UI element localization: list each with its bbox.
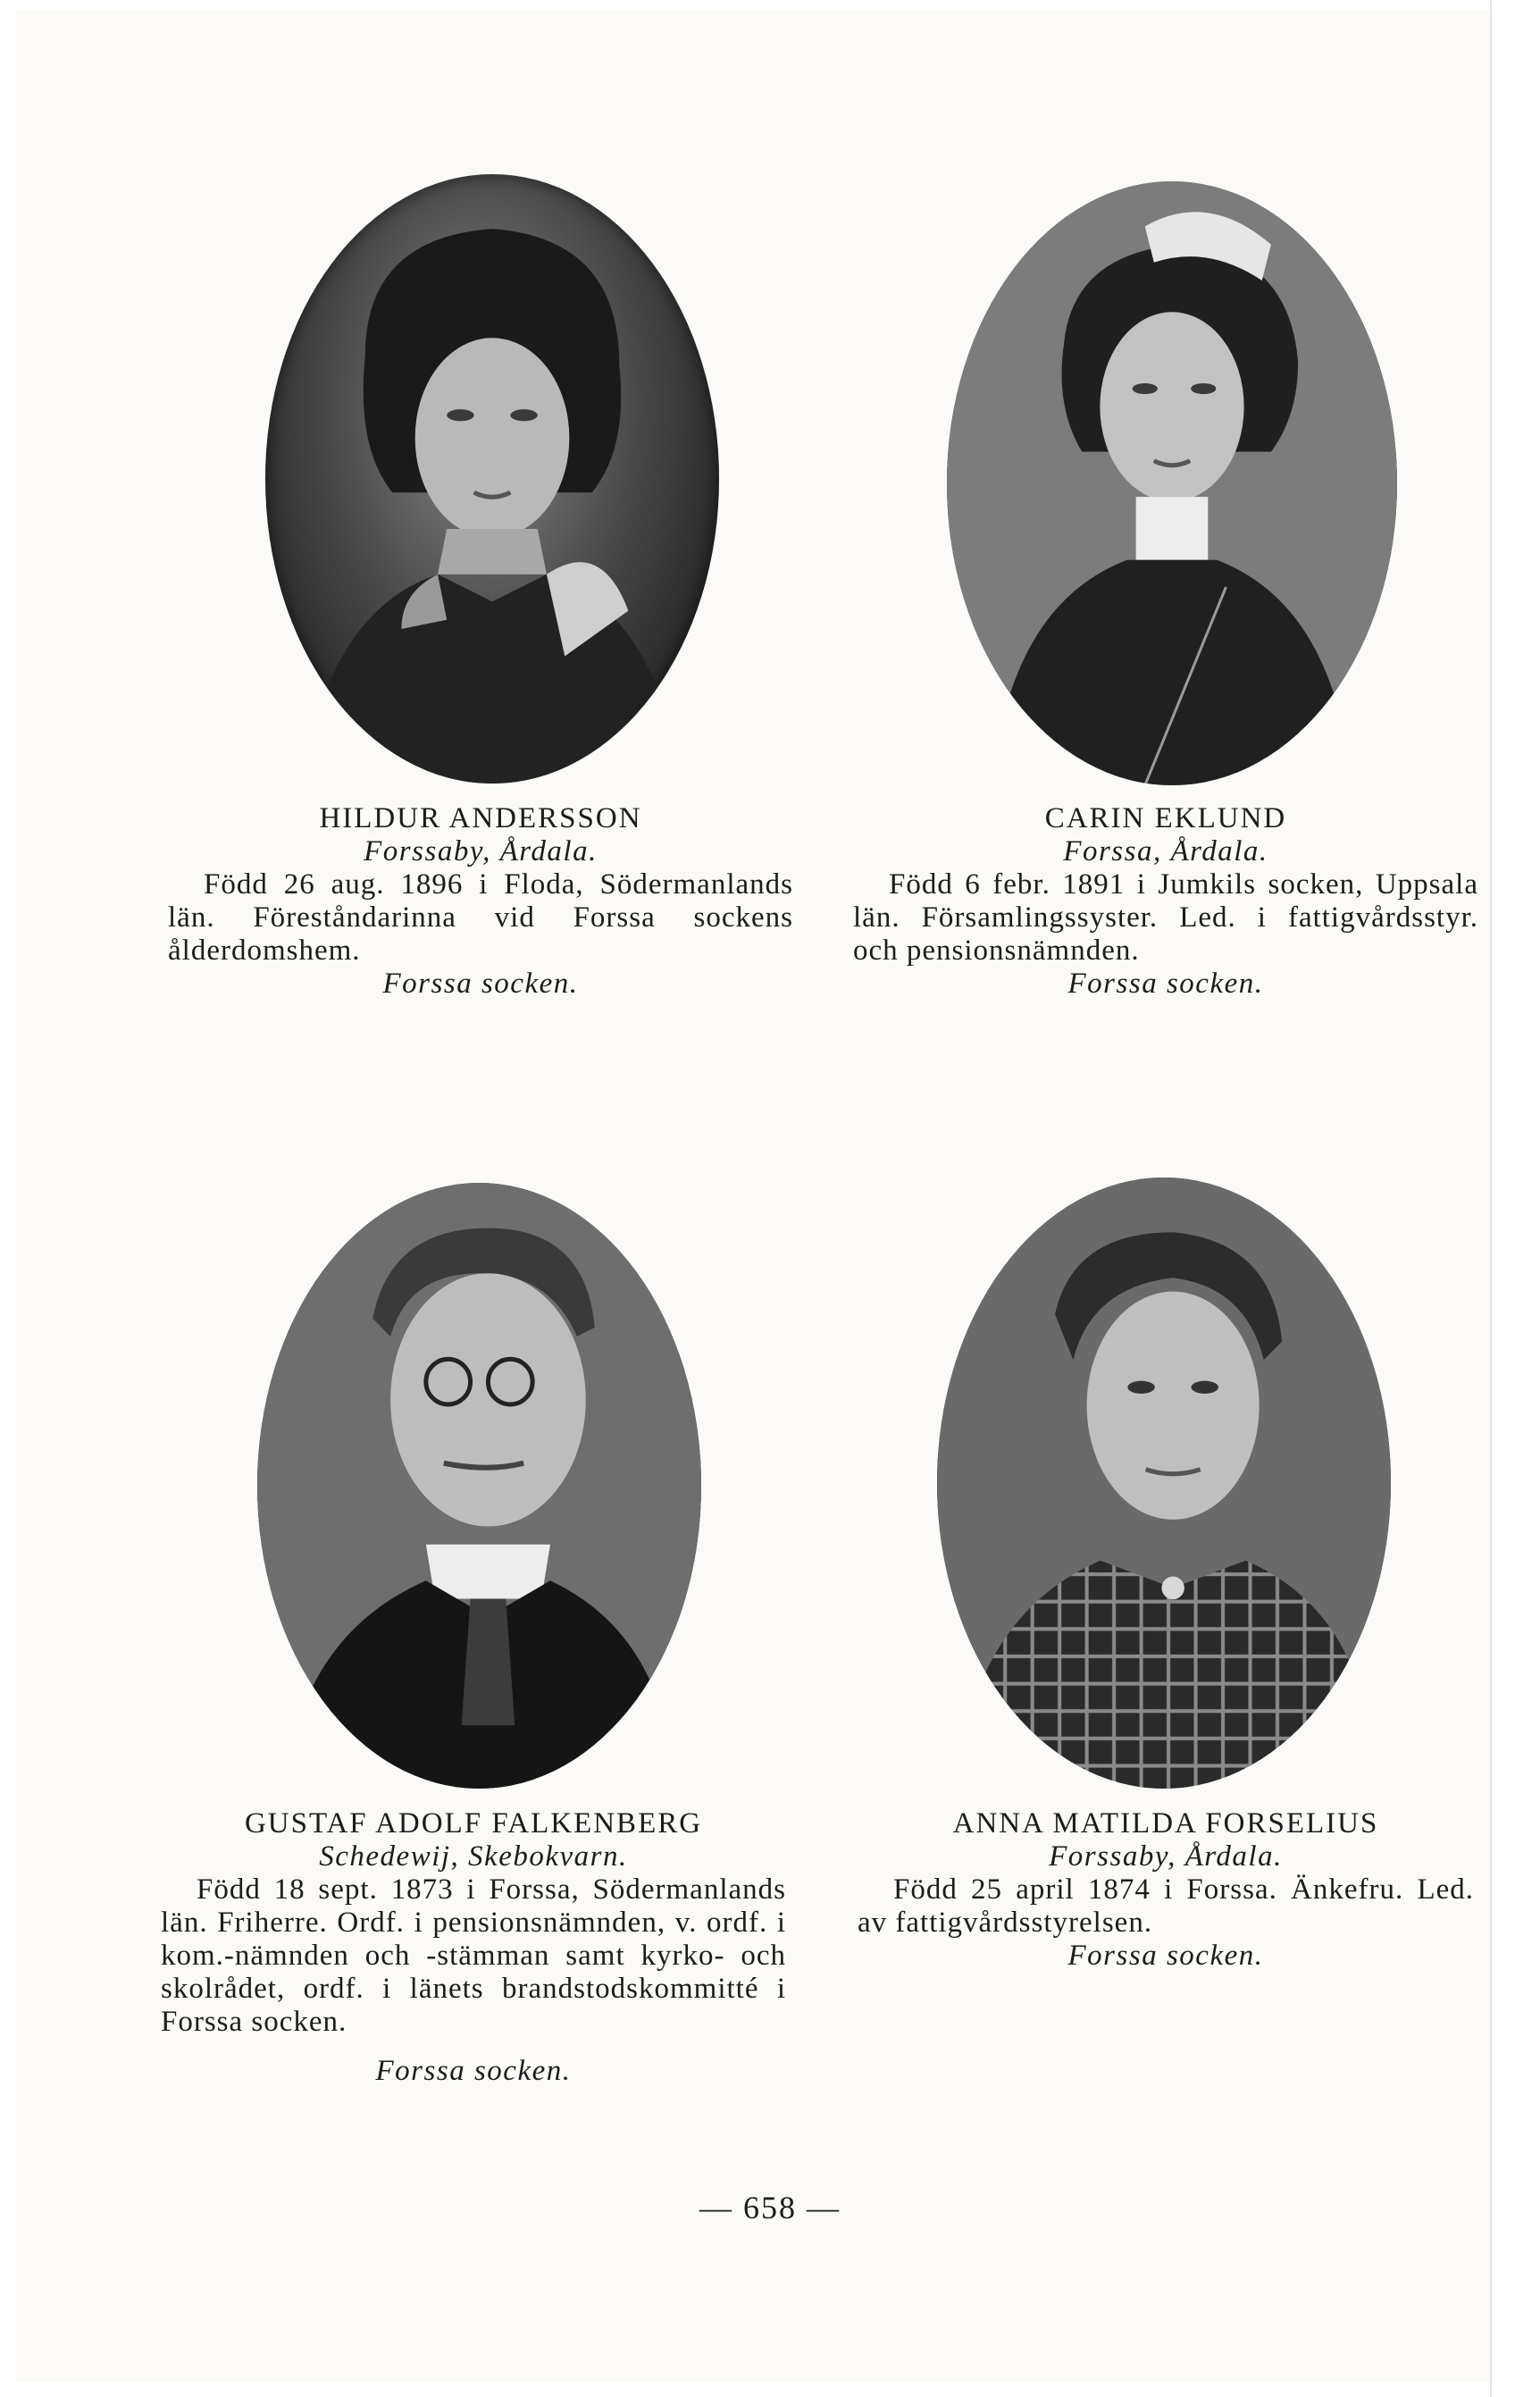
page-edge <box>1490 0 1540 2397</box>
residence: Forssaby, Årdala. <box>364 835 598 867</box>
page-number: — 658 — <box>699 2190 841 2225</box>
parish-name: Forssa socken. <box>375 2055 572 2087</box>
biography-text: Född 6 febr. 1891 i Jumkils socken, Uppsala län. Församlingssyster. Led. i fattigvårdsstyr. och pensionsnämnden. <box>853 868 1478 967</box>
biography-entry-hildur-andersson <box>168 802 793 1001</box>
biography-text: Född 26 aug. 1896 i Floda, Södermanlands län. Föreståndarinna vid Forssa sockens ålderdomshem. <box>168 868 793 967</box>
person-name: ANNA MATILDA FORSELIUS <box>952 1807 1379 1840</box>
biography-entry-gustaf-adolf-falkenberg <box>161 1807 786 2088</box>
person-name: HILDUR ANDERSSON <box>319 802 642 834</box>
portrait-photo-hildur-andersson <box>265 174 719 784</box>
portrait-photo-anna-matilda-forselius <box>937 1178 1391 1789</box>
biography-entry-carin-eklund <box>853 802 1478 1001</box>
residence: Forssaby, Årdala. <box>1049 1840 1283 1873</box>
biography-text: Född 25 april 1874 i Forssa. Änkefru. Led. av fattigvårdsstyrelsen. <box>858 1873 1474 1939</box>
parish-name: Forssa socken. <box>1067 968 1264 1000</box>
parish-name: Forssa socken. <box>1067 1940 1264 1972</box>
person-name: CARIN EKLUND <box>1044 802 1287 834</box>
biography-text: Född 18 sept. 1873 i Forssa, Södermanlands län. Friherre. Ordf. i pensionsnämnden, v. ordf. i kom.-nämnden och -stämman samt kyrko- och skolrådet, ordf. i länets brandstodskommitté i Forssa socken. <box>161 1873 786 2038</box>
portrait-photo-gustaf-adolf-falkenberg <box>257 1183 701 1789</box>
parish-name: Forssa socken. <box>382 968 579 1000</box>
biography-entry-anna-matilda-forselius <box>858 1807 1474 1973</box>
residence: Forssa, Årdala. <box>1063 835 1268 867</box>
residence: Schedewij, Skebokvarn. <box>319 1840 628 1873</box>
portrait-photo-carin-eklund <box>947 181 1397 785</box>
person-name: GUSTAF ADOLF FALKENBERG <box>244 1807 703 1840</box>
